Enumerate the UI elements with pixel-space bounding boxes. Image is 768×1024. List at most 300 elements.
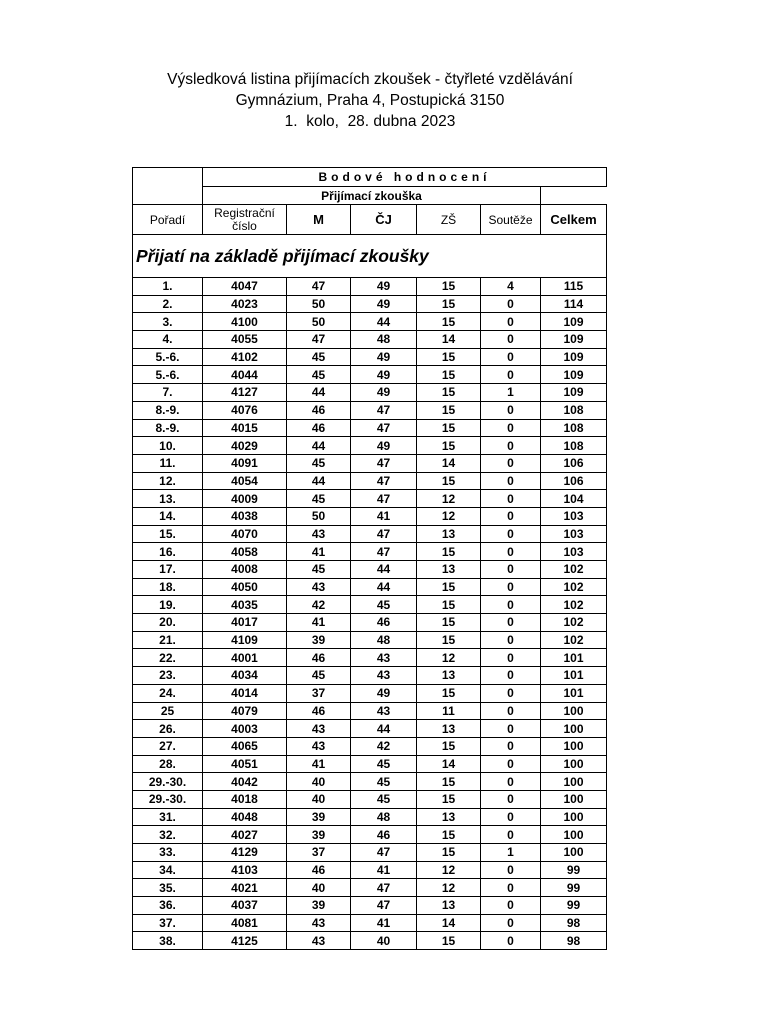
cell-competitions: 0 <box>481 737 541 755</box>
cell-math: 41 <box>287 755 351 773</box>
col-header-competitions: Soutěže <box>481 205 541 235</box>
cell-school: 15 <box>417 844 481 862</box>
table-row <box>133 419 607 437</box>
table-row <box>133 897 607 915</box>
table-row <box>133 348 607 366</box>
cell-school: 14 <box>417 914 481 932</box>
cell-total: 109 <box>541 366 607 384</box>
cell-czech: 43 <box>351 649 417 667</box>
cell-rank: 14. <box>133 507 203 525</box>
cell-rank: 7. <box>133 384 203 402</box>
cell-math: 50 <box>287 295 351 313</box>
cell-czech: 48 <box>351 331 417 349</box>
cell-czech: 45 <box>351 773 417 791</box>
table-row <box>133 384 607 402</box>
cell-rank: 15. <box>133 525 203 543</box>
cell-math: 44 <box>287 437 351 455</box>
cell-rank: 31. <box>133 808 203 826</box>
cell-registration: 4015 <box>203 419 287 437</box>
cell-czech: 49 <box>351 684 417 702</box>
table-row <box>133 490 607 508</box>
cell-total: 98 <box>541 914 607 932</box>
cell-czech: 47 <box>351 472 417 490</box>
cell-rank: 34. <box>133 861 203 879</box>
cell-competitions: 0 <box>481 720 541 738</box>
cell-school: 15 <box>417 773 481 791</box>
cell-total: 103 <box>541 543 607 561</box>
cell-total: 102 <box>541 578 607 596</box>
cell-school: 12 <box>417 861 481 879</box>
cell-school: 15 <box>417 737 481 755</box>
cell-registration: 4091 <box>203 454 287 472</box>
cell-math: 39 <box>287 808 351 826</box>
cell-registration: 4100 <box>203 313 287 331</box>
cell-registration: 4127 <box>203 384 287 402</box>
cell-registration: 4044 <box>203 366 287 384</box>
cell-registration: 4038 <box>203 507 287 525</box>
cell-total: 102 <box>541 631 607 649</box>
cell-registration: 4021 <box>203 879 287 897</box>
table-row <box>133 631 607 649</box>
cell-czech: 44 <box>351 561 417 579</box>
cell-competitions: 0 <box>481 861 541 879</box>
cell-registration: 4014 <box>203 684 287 702</box>
cell-total: 106 <box>541 472 607 490</box>
cell-registration: 4109 <box>203 631 287 649</box>
cell-math: 45 <box>287 561 351 579</box>
cell-school: 13 <box>417 525 481 543</box>
cell-school: 15 <box>417 472 481 490</box>
cell-math: 50 <box>287 507 351 525</box>
cell-rank: 11. <box>133 454 203 472</box>
cell-school: 15 <box>417 790 481 808</box>
cell-registration: 4129 <box>203 844 287 862</box>
cell-competitions: 0 <box>481 773 541 791</box>
table-row <box>133 525 607 543</box>
cell-competitions: 0 <box>481 667 541 685</box>
table-row <box>133 879 607 897</box>
cell-math: 45 <box>287 454 351 472</box>
cell-math: 47 <box>287 331 351 349</box>
cell-total: 103 <box>541 525 607 543</box>
cell-registration: 4048 <box>203 808 287 826</box>
cell-registration: 4103 <box>203 861 287 879</box>
cell-rank: 12. <box>133 472 203 490</box>
cell-school: 13 <box>417 561 481 579</box>
cell-school: 15 <box>417 313 481 331</box>
cell-school: 13 <box>417 897 481 915</box>
cell-total: 114 <box>541 295 607 313</box>
subgroup-title: Přijímací zkouška <box>203 187 541 205</box>
col-header-czech: ČJ <box>351 205 417 235</box>
cell-czech: 46 <box>351 826 417 844</box>
col-header-rank: Pořadí <box>133 205 203 235</box>
cell-rank: 10. <box>133 437 203 455</box>
table-row <box>133 507 607 525</box>
cell-rank: 20. <box>133 614 203 632</box>
document-header <box>0 69 740 132</box>
cell-competitions: 0 <box>481 578 541 596</box>
table-row <box>133 366 607 384</box>
cell-registration: 4070 <box>203 525 287 543</box>
cell-math: 47 <box>287 278 351 296</box>
cell-total: 99 <box>541 861 607 879</box>
cell-total: 101 <box>541 667 607 685</box>
cell-rank: 36. <box>133 897 203 915</box>
cell-math: 46 <box>287 861 351 879</box>
cell-rank: 2. <box>133 295 203 313</box>
cell-competitions: 0 <box>481 808 541 826</box>
section-title: Přijatí na základě přijímací zkoušky <box>133 235 607 278</box>
cell-total: 103 <box>541 507 607 525</box>
cell-czech: 49 <box>351 384 417 402</box>
cell-registration: 4009 <box>203 490 287 508</box>
cell-math: 39 <box>287 897 351 915</box>
cell-school: 12 <box>417 879 481 897</box>
cell-school: 12 <box>417 507 481 525</box>
cell-rank: 22. <box>133 649 203 667</box>
cell-competitions: 0 <box>481 614 541 632</box>
cell-registration: 4003 <box>203 720 287 738</box>
cell-total: 108 <box>541 437 607 455</box>
table-row <box>133 684 607 702</box>
table-row <box>133 773 607 791</box>
cell-rank: 17. <box>133 561 203 579</box>
cell-registration: 4042 <box>203 773 287 791</box>
cell-math: 44 <box>287 472 351 490</box>
cell-school: 12 <box>417 490 481 508</box>
cell-czech: 42 <box>351 737 417 755</box>
cell-rank: 25 <box>133 702 203 720</box>
cell-competitions: 0 <box>481 755 541 773</box>
cell-competitions: 0 <box>481 366 541 384</box>
cell-math: 43 <box>287 720 351 738</box>
cell-competitions: 0 <box>481 826 541 844</box>
cell-school: 15 <box>417 384 481 402</box>
cell-math: 37 <box>287 684 351 702</box>
cell-competitions: 0 <box>481 790 541 808</box>
cell-competitions: 0 <box>481 331 541 349</box>
cell-total: 100 <box>541 755 607 773</box>
table-row <box>133 578 607 596</box>
cell-rank: 29.-30. <box>133 773 203 791</box>
cell-school: 15 <box>417 684 481 702</box>
cell-competitions: 0 <box>481 932 541 950</box>
cell-rank: 29.-30. <box>133 790 203 808</box>
cell-math: 40 <box>287 773 351 791</box>
cell-total: 100 <box>541 702 607 720</box>
cell-competitions: 0 <box>481 401 541 419</box>
cell-rank: 16. <box>133 543 203 561</box>
cell-math: 40 <box>287 879 351 897</box>
cell-rank: 19. <box>133 596 203 614</box>
cell-rank: 28. <box>133 755 203 773</box>
section-row <box>133 235 607 278</box>
cell-school: 15 <box>417 437 481 455</box>
cell-math: 43 <box>287 578 351 596</box>
cell-rank: 5.-6. <box>133 348 203 366</box>
cell-rank: 37. <box>133 914 203 932</box>
cell-czech: 49 <box>351 366 417 384</box>
cell-rank: 8.-9. <box>133 419 203 437</box>
cell-czech: 49 <box>351 437 417 455</box>
cell-total: 109 <box>541 331 607 349</box>
col-header-registration: Registrační číslo <box>203 205 287 235</box>
cell-total: 106 <box>541 454 607 472</box>
table-row <box>133 844 607 862</box>
cell-competitions: 0 <box>481 437 541 455</box>
cell-rank: 8.-9. <box>133 401 203 419</box>
cell-math: 45 <box>287 490 351 508</box>
cell-czech: 44 <box>351 313 417 331</box>
cell-rank: 24. <box>133 684 203 702</box>
cell-total: 100 <box>541 844 607 862</box>
cell-school: 15 <box>417 578 481 596</box>
cell-total: 109 <box>541 313 607 331</box>
cell-math: 46 <box>287 401 351 419</box>
table-row <box>133 596 607 614</box>
cell-czech: 47 <box>351 879 417 897</box>
cell-math: 46 <box>287 419 351 437</box>
cell-competitions: 0 <box>481 649 541 667</box>
cell-rank: 1. <box>133 278 203 296</box>
cell-competitions: 0 <box>481 561 541 579</box>
cell-competitions: 0 <box>481 507 541 525</box>
cell-registration: 4029 <box>203 437 287 455</box>
cell-math: 41 <box>287 543 351 561</box>
cell-competitions: 0 <box>481 348 541 366</box>
cell-competitions: 0 <box>481 914 541 932</box>
cell-registration: 4035 <box>203 596 287 614</box>
cell-czech: 47 <box>351 844 417 862</box>
cell-total: 100 <box>541 720 607 738</box>
header-row-subgroup <box>133 187 607 205</box>
cell-czech: 41 <box>351 507 417 525</box>
round-date: 1. kolo, 28. dubna 2023 <box>284 113 456 130</box>
cell-math: 45 <box>287 667 351 685</box>
cell-competitions: 0 <box>481 525 541 543</box>
cell-school: 13 <box>417 667 481 685</box>
table-row <box>133 914 607 932</box>
cell-school: 11 <box>417 702 481 720</box>
cell-math: 39 <box>287 826 351 844</box>
cell-total: 109 <box>541 384 607 402</box>
cell-school: 14 <box>417 755 481 773</box>
cell-math: 44 <box>287 384 351 402</box>
cell-rank: 4. <box>133 331 203 349</box>
cell-czech: 45 <box>351 790 417 808</box>
cell-registration: 4076 <box>203 401 287 419</box>
cell-czech: 41 <box>351 861 417 879</box>
cell-math: 45 <box>287 348 351 366</box>
cell-czech: 41 <box>351 914 417 932</box>
cell-math: 43 <box>287 914 351 932</box>
table-row <box>133 401 607 419</box>
cell-czech: 43 <box>351 702 417 720</box>
table-row <box>133 737 607 755</box>
table-row <box>133 454 607 472</box>
cell-registration: 4125 <box>203 932 287 950</box>
cell-competitions: 1 <box>481 844 541 862</box>
cell-czech: 44 <box>351 720 417 738</box>
cell-competitions: 4 <box>481 278 541 296</box>
cell-total: 109 <box>541 348 607 366</box>
cell-competitions: 0 <box>481 684 541 702</box>
table-row <box>133 826 607 844</box>
cell-math: 39 <box>287 631 351 649</box>
cell-school: 15 <box>417 614 481 632</box>
cell-school: 15 <box>417 348 481 366</box>
cell-school: 13 <box>417 720 481 738</box>
cell-registration: 4102 <box>203 348 287 366</box>
cell-czech: 47 <box>351 490 417 508</box>
cell-rank: 32. <box>133 826 203 844</box>
cell-competitions: 0 <box>481 631 541 649</box>
cell-registration: 4023 <box>203 295 287 313</box>
cell-total: 115 <box>541 278 607 296</box>
cell-registration: 4034 <box>203 667 287 685</box>
cell-rank: 23. <box>133 667 203 685</box>
cell-total: 101 <box>541 649 607 667</box>
cell-math: 43 <box>287 932 351 950</box>
cell-czech: 44 <box>351 578 417 596</box>
cell-math: 46 <box>287 649 351 667</box>
table-row <box>133 790 607 808</box>
cell-total: 101 <box>541 684 607 702</box>
cell-czech: 47 <box>351 454 417 472</box>
cell-competitions: 0 <box>481 490 541 508</box>
cell-czech: 48 <box>351 631 417 649</box>
cell-rank: 13. <box>133 490 203 508</box>
table-row <box>133 614 607 632</box>
cell-math: 46 <box>287 702 351 720</box>
cell-registration: 4027 <box>203 826 287 844</box>
cell-school: 15 <box>417 826 481 844</box>
cell-competitions: 0 <box>481 295 541 313</box>
table-row <box>133 295 607 313</box>
cell-school: 14 <box>417 454 481 472</box>
cell-registration: 4001 <box>203 649 287 667</box>
header-empty-cell <box>133 168 203 205</box>
group-title: Bodové hodnocení <box>203 168 607 187</box>
cell-czech: 47 <box>351 897 417 915</box>
cell-registration: 4050 <box>203 578 287 596</box>
cell-math: 41 <box>287 614 351 632</box>
cell-rank: 33. <box>133 844 203 862</box>
cell-czech: 49 <box>351 295 417 313</box>
cell-total: 100 <box>541 808 607 826</box>
table-row <box>133 702 607 720</box>
cell-rank: 35. <box>133 879 203 897</box>
cell-total: 102 <box>541 614 607 632</box>
cell-school: 15 <box>417 401 481 419</box>
cell-competitions: 0 <box>481 543 541 561</box>
cell-czech: 40 <box>351 932 417 950</box>
cell-total: 98 <box>541 932 607 950</box>
cell-registration: 4054 <box>203 472 287 490</box>
cell-school: 15 <box>417 596 481 614</box>
cell-total: 100 <box>541 773 607 791</box>
cell-czech: 47 <box>351 401 417 419</box>
cell-czech: 48 <box>351 808 417 826</box>
table-row <box>133 932 607 950</box>
table-row <box>133 667 607 685</box>
table-row <box>133 720 607 738</box>
cell-czech: 47 <box>351 419 417 437</box>
school-name: Gymnázium, Praha 4, Postupická 3150 <box>235 92 505 109</box>
cell-total: 99 <box>541 897 607 915</box>
cell-competitions: 1 <box>481 384 541 402</box>
cell-math: 40 <box>287 790 351 808</box>
cell-registration: 4058 <box>203 543 287 561</box>
cell-school: 15 <box>417 295 481 313</box>
cell-registration: 4055 <box>203 331 287 349</box>
table-row <box>133 278 607 296</box>
cell-czech: 49 <box>351 278 417 296</box>
col-header-school: ZŠ <box>417 205 481 235</box>
cell-czech: 43 <box>351 667 417 685</box>
cell-math: 50 <box>287 313 351 331</box>
cell-math: 42 <box>287 596 351 614</box>
cell-registration: 4051 <box>203 755 287 773</box>
header-row-group <box>133 168 607 187</box>
cell-total: 100 <box>541 790 607 808</box>
table-row <box>133 313 607 331</box>
cell-math: 37 <box>287 844 351 862</box>
cell-competitions: 0 <box>481 472 541 490</box>
cell-school: 15 <box>417 366 481 384</box>
col-header-total: Celkem <box>541 205 607 235</box>
cell-rank: 21. <box>133 631 203 649</box>
table-row <box>133 649 607 667</box>
cell-czech: 46 <box>351 614 417 632</box>
cell-total: 102 <box>541 596 607 614</box>
cell-czech: 49 <box>351 348 417 366</box>
cell-school: 15 <box>417 543 481 561</box>
cell-total: 108 <box>541 401 607 419</box>
cell-registration: 4065 <box>203 737 287 755</box>
cell-registration: 4018 <box>203 790 287 808</box>
table-row <box>133 561 607 579</box>
cell-competitions: 0 <box>481 454 541 472</box>
cell-czech: 47 <box>351 543 417 561</box>
cell-competitions: 0 <box>481 313 541 331</box>
cell-competitions: 0 <box>481 702 541 720</box>
table-row <box>133 755 607 773</box>
cell-registration: 4047 <box>203 278 287 296</box>
cell-school: 15 <box>417 419 481 437</box>
document-title: Výsledková listina přijímacích zkoušek - čtyřleté vzdělávání <box>167 71 573 88</box>
col-header-math: M <box>287 205 351 235</box>
header-row-columns <box>133 205 607 235</box>
cell-total: 100 <box>541 737 607 755</box>
cell-rank: 18. <box>133 578 203 596</box>
table-row <box>133 472 607 490</box>
cell-total: 100 <box>541 826 607 844</box>
table-row <box>133 861 607 879</box>
cell-competitions: 0 <box>481 897 541 915</box>
table-row <box>133 543 607 561</box>
cell-competitions: 0 <box>481 419 541 437</box>
cell-math: 43 <box>287 525 351 543</box>
cell-registration: 4081 <box>203 914 287 932</box>
cell-math: 43 <box>287 737 351 755</box>
cell-rank: 5.-6. <box>133 366 203 384</box>
cell-registration: 4017 <box>203 614 287 632</box>
cell-competitions: 0 <box>481 879 541 897</box>
cell-total: 104 <box>541 490 607 508</box>
cell-school: 12 <box>417 649 481 667</box>
